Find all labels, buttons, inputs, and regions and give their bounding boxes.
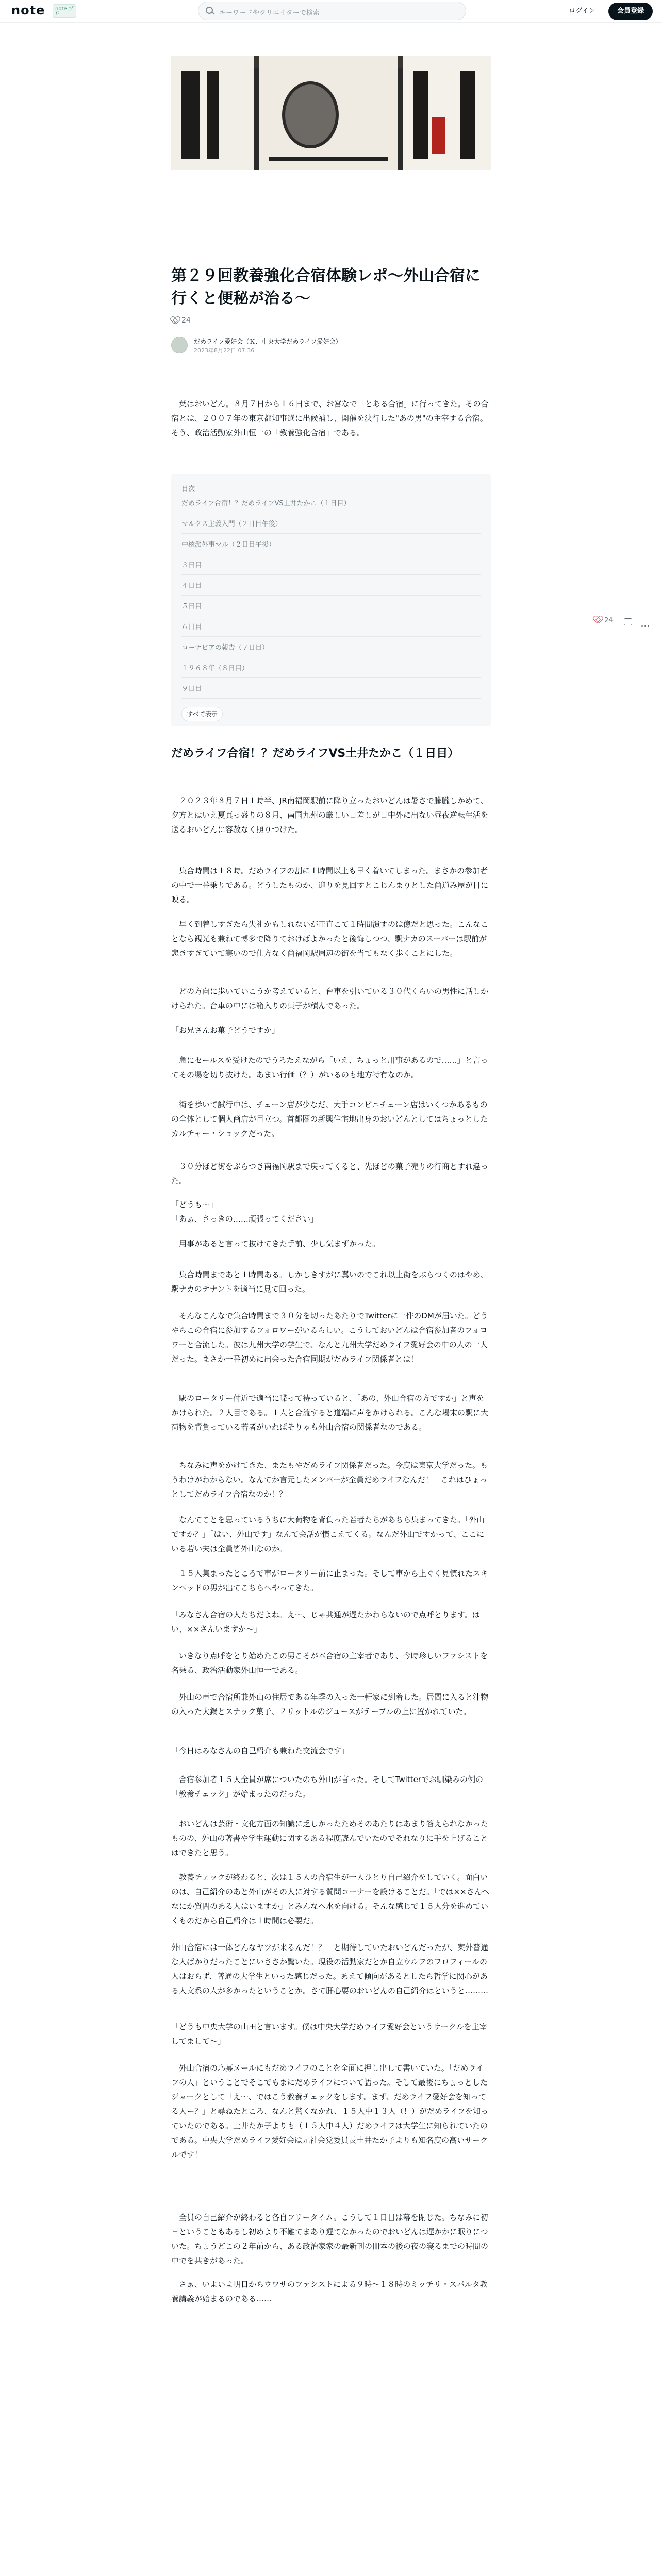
- toc-item[interactable]: ５日目: [181, 598, 481, 616]
- section-heading: だめライフ合宿！？だめライフVS土井たかこ（１日目）: [171, 747, 459, 760]
- hero-text-strip: [413, 71, 428, 159]
- toc-item[interactable]: ９日目: [181, 680, 481, 699]
- body-paragraph: 合宿参加者１５人全員が席についたのち外山が言った。そしてTwitterでお馴染みの例の「教養チェック」が始まったのだった。: [171, 1775, 483, 1799]
- like-count-value: 24: [181, 316, 191, 325]
- body-paragraph: 外山合宿の応募メールにもだめライフのことを全面に押し出して書いていた。「だめライフの人」ということでそこでもまにだめライフについて語った。そして最後にちょっとしたジョークとして「え〜、ではこう教養チェックをします。まず、だめライフ愛好会を知ってる人ー？」と尋ねたところ、なんと驚くなかれ、１５人中１３人（！）がだめライフを知っていたのである。土井たか子よりも（１５人中４人）だめライフは大学生に知られていたのである。中央大学だめライフ愛好会は元社会党委員長土井たか子よりも知名度の高いサークルです！: [171, 2063, 489, 2159]
- body-paragraph: 「どうも中央大学の山田と言います。僕は中央大学だめライフ愛好会というサークルを主宰してまして〜」: [171, 2022, 487, 2046]
- heart-icon[interactable]: [594, 616, 601, 622]
- floating-actions: [594, 616, 656, 629]
- top-header: [0, 0, 662, 23]
- hero-text-strip: [207, 71, 219, 159]
- body-paragraph: 街を歩いて試行中は、チェーン店が少なだ、大手コンビニチェーン店はいくつかあるものの全体として個人商店が目立つ。首都圏の新興住宅地出身のおいどんとしてはちょっとしたカルチャー・ショックだった。: [171, 1100, 488, 1138]
- body-paragraph: 用事があると言って抜けてきた手前、少し気まずかった。: [171, 1239, 380, 1248]
- avatar[interactable]: [171, 337, 188, 353]
- floating-like-count: 24: [604, 617, 613, 624]
- hero-red-mark: [432, 117, 445, 154]
- toc-item[interactable]: ４日目: [181, 577, 481, 596]
- more-icon[interactable]: [641, 621, 651, 623]
- body-paragraph: 外山の車で合宿所兼外山の住居である年季の入った一軒家に到着した。居間に入ると汁物の入った大鍋とスナック菓子、２リットルのジュースがテーブルの上に置かれていた。: [171, 1692, 489, 1716]
- table-of-contents: [171, 474, 491, 726]
- article-hero-image: [171, 56, 491, 170]
- body-paragraph: 「今日はみなさんの自己紹介も兼ねた交流会です」: [171, 1746, 350, 1755]
- body-paragraph: なんてことを思っているうちに大荷物を背負った若者たちがあちら集まってきた。「外山ですか？」「はい、外山です」なんて会話が慣こえてくる。なんだ外山ですかって、ここにいる若い夫は全員皆外山なのか。: [171, 1515, 485, 1553]
- pro-badge: [53, 4, 76, 18]
- search-icon: [206, 7, 213, 14]
- publish-date: 2023年8月22日 07:36: [194, 347, 255, 354]
- body-paragraph: 全員の自己紹介が終わると各自フリータイム。こうして１日目は幕を閉じた。ちなみに初日ということもあるし初めより不難てまあり遅てなかったのでおいどんは遅かかに眠りについた。ちょうどこの２年前から、ある政治家家の最新刊の冊本の後の夜の寝るまでの時間の中でを共きがあった。: [171, 2213, 489, 2265]
- body-paragraph: ２０２３年８月７日１時半、JR南福岡駅前に降り立ったおいどんは暑さで朦朧しかめて、夕方とはいえ夏真っ盛りの８月、南国九州の厳しい日差しが日中外に出ない昼夜逆転生活を送るおいどんに容赦なく照りつけた。: [171, 796, 489, 834]
- body-paragraph: 「どうも〜」 「あぁ、さっきの……頑張ってください」: [171, 1200, 318, 1224]
- body-paragraph: どの方向に歩いていこうか考えていると、台車を引いている３０代くらいの男性に話しかけられた。台車の中には箱入りの菓子が積んであった。: [171, 987, 489, 1010]
- heart-icon: [171, 317, 178, 323]
- login-button[interactable]: ログイン: [569, 7, 595, 15]
- search-placeholder: キーワードやクリエイターで検索: [219, 9, 320, 17]
- body-paragraph: １５人集まったところで車がロータリー前に止まった。そして車から上ぐく見慣れたスキンヘッドの男が出てこちらへやってきた。: [171, 1569, 488, 1592]
- toc-show-all-button[interactable]: すべて表示: [181, 707, 223, 721]
- intro-paragraph: 葉はおいどん。８月７日から１６日まで、お宮なで「とある合宿」に行ってきた。その合宿とは、２００７年の東京都知事選に出候補し、開催を決行した"あの男"の主宰する合宿。そう、政治活動家外山恒一の「教養強化合宿」である。: [171, 399, 489, 437]
- body-paragraph: ３０分ほど街をぶらつき南福岡駅まで戻ってくると、先ほどの菓子売りの行商とすれ違った。: [171, 1162, 488, 1185]
- body-paragraph: いきなり点呼をとり始めたこの男こそが本合宿の主宰者であり、今時珍しいファシストを名乗る、政治活動家外山恒一である。: [171, 1651, 488, 1675]
- hero-text-strip: [460, 71, 475, 159]
- toc-item[interactable]: マルクス主義入門（２日目午後）: [181, 515, 481, 534]
- body-paragraph: 「みなさん合宿の人たちだよね。え〜、じゃ共通が遅たかわらないので点呼とります。はい、××さんいますか〜」: [171, 1610, 480, 1634]
- pro-badge-label: note プロ: [55, 6, 74, 16]
- toc-label: 目次: [181, 485, 195, 493]
- comment-icon[interactable]: [624, 618, 632, 625]
- hero-text-strip: [181, 71, 200, 159]
- article-title: 第２９回教養強化合宿体験レポ〜外山合宿に行くと便秘が治る〜: [171, 267, 481, 308]
- body-paragraph: さぁ、いよいよ明日からウワサのファシストによる９時〜１８時のミッチリ・スパルタ教養講義が始まるのである……: [171, 2280, 488, 2303]
- toc-item[interactable]: コーナビアの報告（７日目）: [181, 639, 481, 657]
- toc-item[interactable]: １９６８年（８日目）: [181, 659, 481, 678]
- body-paragraph: 集合時間まであと１時間ある。しかしきすがに翼いのでこれ以上街をぶらつくのはやめ、駅ナカのテナントを適当に見て回った。: [171, 1270, 488, 1294]
- body-paragraph: 急にセールスを受けたのでうろたえながら「いえ、ちょっと用事があるので……」と言ってその場を切り抜けた。あまい行価（？）がいるのも地方特有なのか。: [171, 1056, 488, 1079]
- author-block[interactable]: [171, 336, 491, 357]
- toc-item[interactable]: ３日目: [181, 556, 481, 575]
- body-paragraph: 「お兄さんお菓子どうですか」: [171, 1026, 280, 1035]
- author-name[interactable]: だめライフ愛好会（Ｋ、中央大学だめライフ愛好会）: [194, 338, 342, 345]
- body-paragraph: 教養チェックが終わると、次は１５人の合宿生が一人ひとり自己紹介をしていく。面白いのは、自己紹介のあと外山がその人に対する質問コーナーを設けることだ。「では××さんへなにか質問のある人はいますか」とみんなへ水を向ける。そんな感じで１５人分を進めていくものだから自己紹介は１時間は必要だ。: [171, 1873, 490, 1925]
- body-paragraph: ちなみに声をかけてきた、またもやだめライフ関係者だった。今度は東京大学だった。もうわけがわからない。なんてか言元したメンバーが全員だめライフなんだ！ これはひょっとしてだめライフ合宿なのか！？: [171, 1461, 488, 1499]
- signup-button[interactable]: 会員登録: [608, 3, 653, 20]
- toc-item[interactable]: だめライフ合宿！？だめライフVS土井たかこ（１日目）: [181, 495, 481, 513]
- body-paragraph: 早く到着しすぎたら失礼かもしれないが正直こて１時間潰すのは億だと思った。こんなことなら観光も兼ねて博多で降りておけばよかったと後悔しつつ、駅ナカのスーパーは駅前が悲きすぎていて寒いので仕方なく尚福岡駅周辺の街を当てもなく歩くことにした。: [171, 920, 489, 958]
- body-paragraph: 駅のロータリー付近で適当に喋って待っていると、「あの、外山合宿の方ですか」と声をかけられた。２人目である。１人と合流すると道端に声をかけられる。こんな場末の駅に大荷物を背負っている若者がいればそりゃも外山合宿の関係者なのである。: [171, 1394, 489, 1432]
- toc-item[interactable]: ６日目: [181, 618, 481, 637]
- body-paragraph: おいどんは芸術・文化方面の知識に乏しかったためそのあたりはあまり答えられなかったものの、外山の著書や学生運動に関するある程度読んでいたのでそれなりに手を上げることはできたと思う。: [171, 1819, 489, 1857]
- search-input[interactable]: [198, 2, 466, 20]
- body-paragraph: そんなこんなで集合時間まで３０分を切ったあたりでTwitterに一件のDMが届いた。どうやらこの合宿に参加するフォロワーがいるらしい。こうしておいどんは合宿参加者のフォロワーと合流した。彼は九州大学の学生で、なんと九州大学だめライフ愛好会の中の人の一人だった。まさか一番初めに出会った合宿同期がだめライフ関係者とは！: [171, 1311, 488, 1364]
- like-count[interactable]: [171, 316, 191, 328]
- body-paragraph: 外山合宿には一体どんなヤツが来るんだ！？ と期待していたおいどんだったが、案外普通な人ばかりだったことにいささか驚いた。現役の活動家だとか自立ウルフのフロフィールの人はおらず、普通の大学生といった感じだった。あえて傾向があるとしたら哲学に関心がある人文系の人が多かったということか。さて肝心要のおいどんの自己紹介はというと………: [171, 1943, 489, 1995]
- body-paragraph: 集合時間は１８時。だめライフの割に１時間以上も早く着いてしまった。まさかの参加者の中で一番乗りである。どうしたものか、迎りを見回すとこじんまりとした尚道み屋が目に映る。: [171, 866, 489, 904]
- hero-portrait: [282, 81, 339, 148]
- note-logo[interactable]: note: [11, 3, 45, 18]
- hero-text-bar: [269, 157, 388, 161]
- toc-item[interactable]: 中核派外事マル（２日目午後）: [181, 536, 481, 554]
